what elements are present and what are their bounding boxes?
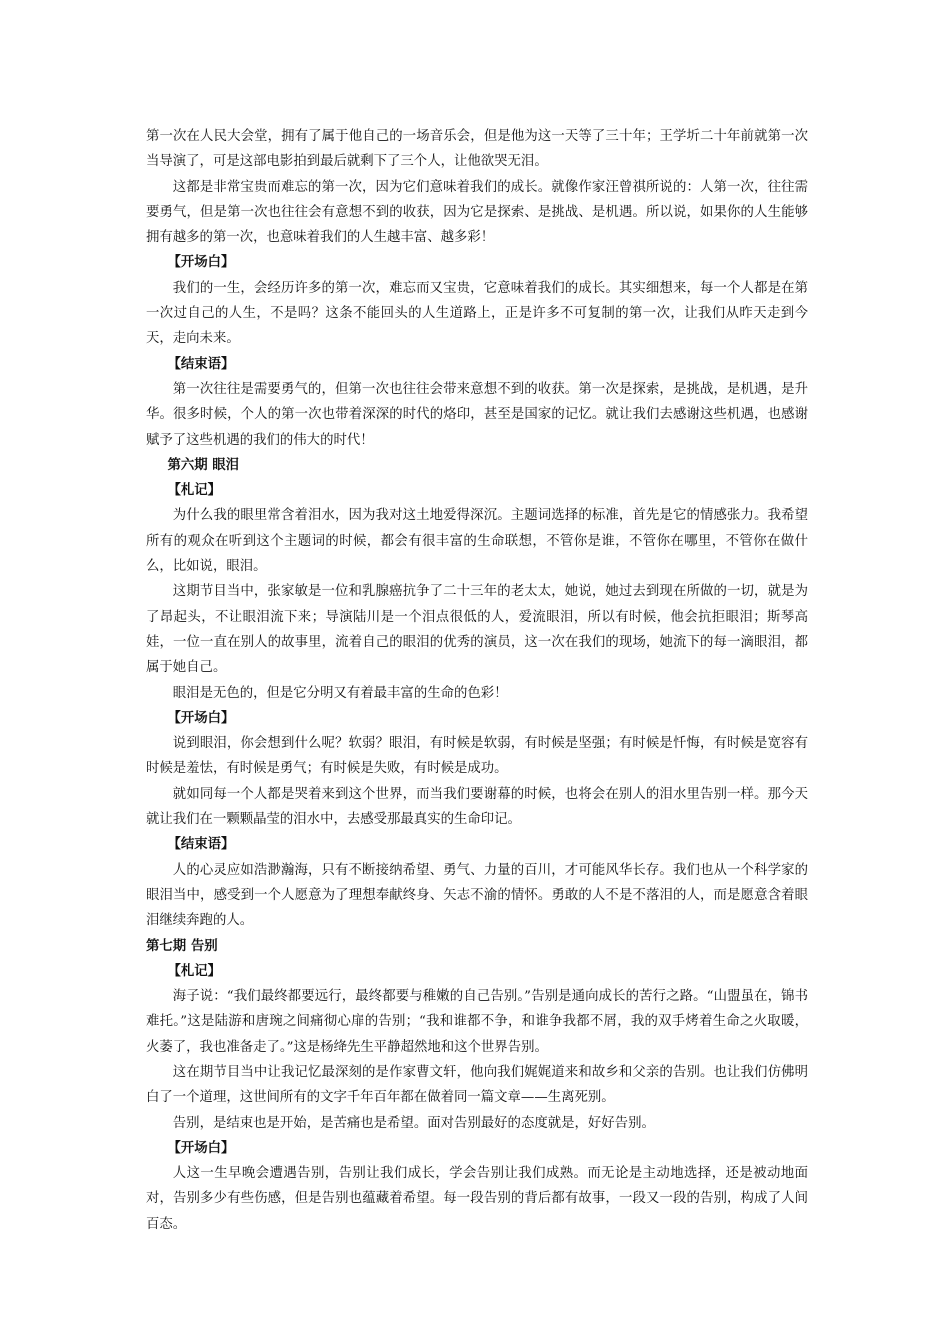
paragraph: 就如同每一个人都是哭着来到这个世界，而当我们要谢幕的时候，也将会在别人的泪水里告别一样。那今天就让我们在一颗颗晶莹的泪水中，去感受那最真实的生命印记。 <box>146 786 808 828</box>
episode-title-7: 第七期 告别 <box>146 937 218 954</box>
paragraph: 眼泪是无色的，但是它分明又有着最丰富的生命的色彩！ <box>172 685 508 701</box>
paragraph: 人这一生早晚会遭遇告别，告别让我们成长，学会告别让我们成熟。而无论是主动地选择，还是被动地面对，告别多少有些伤感，但是告别也蕴藏着希望。每一段告别的背后都有故事，一段又一段的告别，构成了人间百态。 <box>146 1166 808 1232</box>
section-heading-notes: 【札记】 <box>167 962 221 979</box>
paragraph: 这期节目当中，张家敏是一位和乳腺癌抗争了二十三年的老太太，她说，她过去到现在所做的一切，就是为了昂起头，不让眼泪流下来；导演陆川是一个泪点很低的人，爱流眼泪，所以有时候，他会抗拒眼泪；斯琴高娃，一位一直在别人的故事里，流着自己的眼泪的优秀的演员，这一次在我们的现场，她流下的每一滴眼泪，都属于她自己。 <box>146 584 808 676</box>
paragraph-continuation: 第一次在人民大会堂，拥有了属于他自己的一场音乐会，但是他为这一天等了三十年；王学圻二十年前就第一次当导演了，可是这部电影拍到最后就剩下了三个人，让他欲哭无泪。 <box>146 129 808 170</box>
section-heading-closing: 【结束语】 <box>167 836 235 853</box>
paragraph: 人的心灵应如浩渺瀚海，只有不断接纳希望、勇气、力量的百川，才可能风华长存。我们也从一个科学家的眼泪当中，感受到一个人愿意为了理想奉献终身、矢志不渝的情怀。勇敢的人不是不落泪的人，而是愿意含着眼泪继续奔跑的人。 <box>146 862 808 929</box>
section-heading-closing: 【结束语】 <box>167 355 235 372</box>
paragraph: 说到眼泪，你会想到什么呢？软弱？眼泪，有时候是软弱，有时候是坚强；有时候是忏悔，有时候是宽容有时候是羞怯，有时候是勇气；有时候是失败，有时候是成功。 <box>146 736 808 777</box>
paragraph: 我们的一生，会经历许多的第一次，难忘而又宝贵，它意味着我们的成长。其实细想来，每一个人都是在第一次过自己的人生，不是吗？这条不能回头的人生道路上，正是许多不可复制的第一次，让我们从昨天走到今天，走向未来。 <box>146 280 808 347</box>
paragraph: 告别，是结束也是开始，是苦痛也是希望。面对告别最好的态度就是，好好告别。 <box>172 1115 655 1131</box>
paragraph: 海子说：“我们最终都要远行，最终都要与稚嫩的自己告别。”告别是通向成长的苦行之路。“山盟虽在，锦书难托。”这是陆游和唐琬之间痛彻心扉的告别；“我和谁都不争，和谁争我都不屑，我的双手烤着生命之火取暖，火萎了，我也准备走了。”这是杨绛先生平静超然地和这个世界告别。 <box>146 989 808 1055</box>
section-heading-opening: 【开场白】 <box>167 1139 235 1156</box>
paragraph: 第一次往往是需要勇气的，但第一次也往往会带来意想不到的收获。第一次是探索，是挑战，是机遇，是升华。很多时候，个人的第一次也带着深深的时代的烙印，甚至是国家的记忆。就让我们去感谢这些机遇，也感谢赋予了这些机遇的我们的伟大的时代！ <box>146 381 808 448</box>
section-heading-opening: 【开场白】 <box>167 254 235 271</box>
section-heading-notes: 【札记】 <box>167 482 221 499</box>
section-heading-opening: 【开场白】 <box>167 709 235 726</box>
episode-title-6: 第六期 眼泪 <box>167 456 240 473</box>
paragraph: 这都是非常宝贵而难忘的第一次，因为它们意味着我们的成长。就像作家汪曾祺所说的：人第一次，往往需要勇气，但是第一次也往往会有意想不到的收获，因为它是探索、是挑战、是机遇。所以说，如果你的人生能够拥有越多的第一次，也意味着我们的人生越丰富、越多彩！ <box>146 179 808 246</box>
paragraph: 为什么我的眼里常含着泪水，因为我对这土地爱得深沉。主题词选择的标准，首先是它的情感张力。我希望所有的观众在听到这个主题词的时候，都会有很丰富的生命联想，不管你是谁，不管你在哪里，不管你在做什么，比如说，眼泪。 <box>146 508 808 575</box>
paragraph: 这在期节目当中让我记忆最深刻的是作家曹文轩，他向我们娓娓道来和故乡和父亲的告别。也让我们仿佛明白了一个道理，这世间所有的文字千年百年都在做着同一篇文章——生离死别。 <box>146 1064 808 1106</box>
document-page <box>146 124 808 1237</box>
